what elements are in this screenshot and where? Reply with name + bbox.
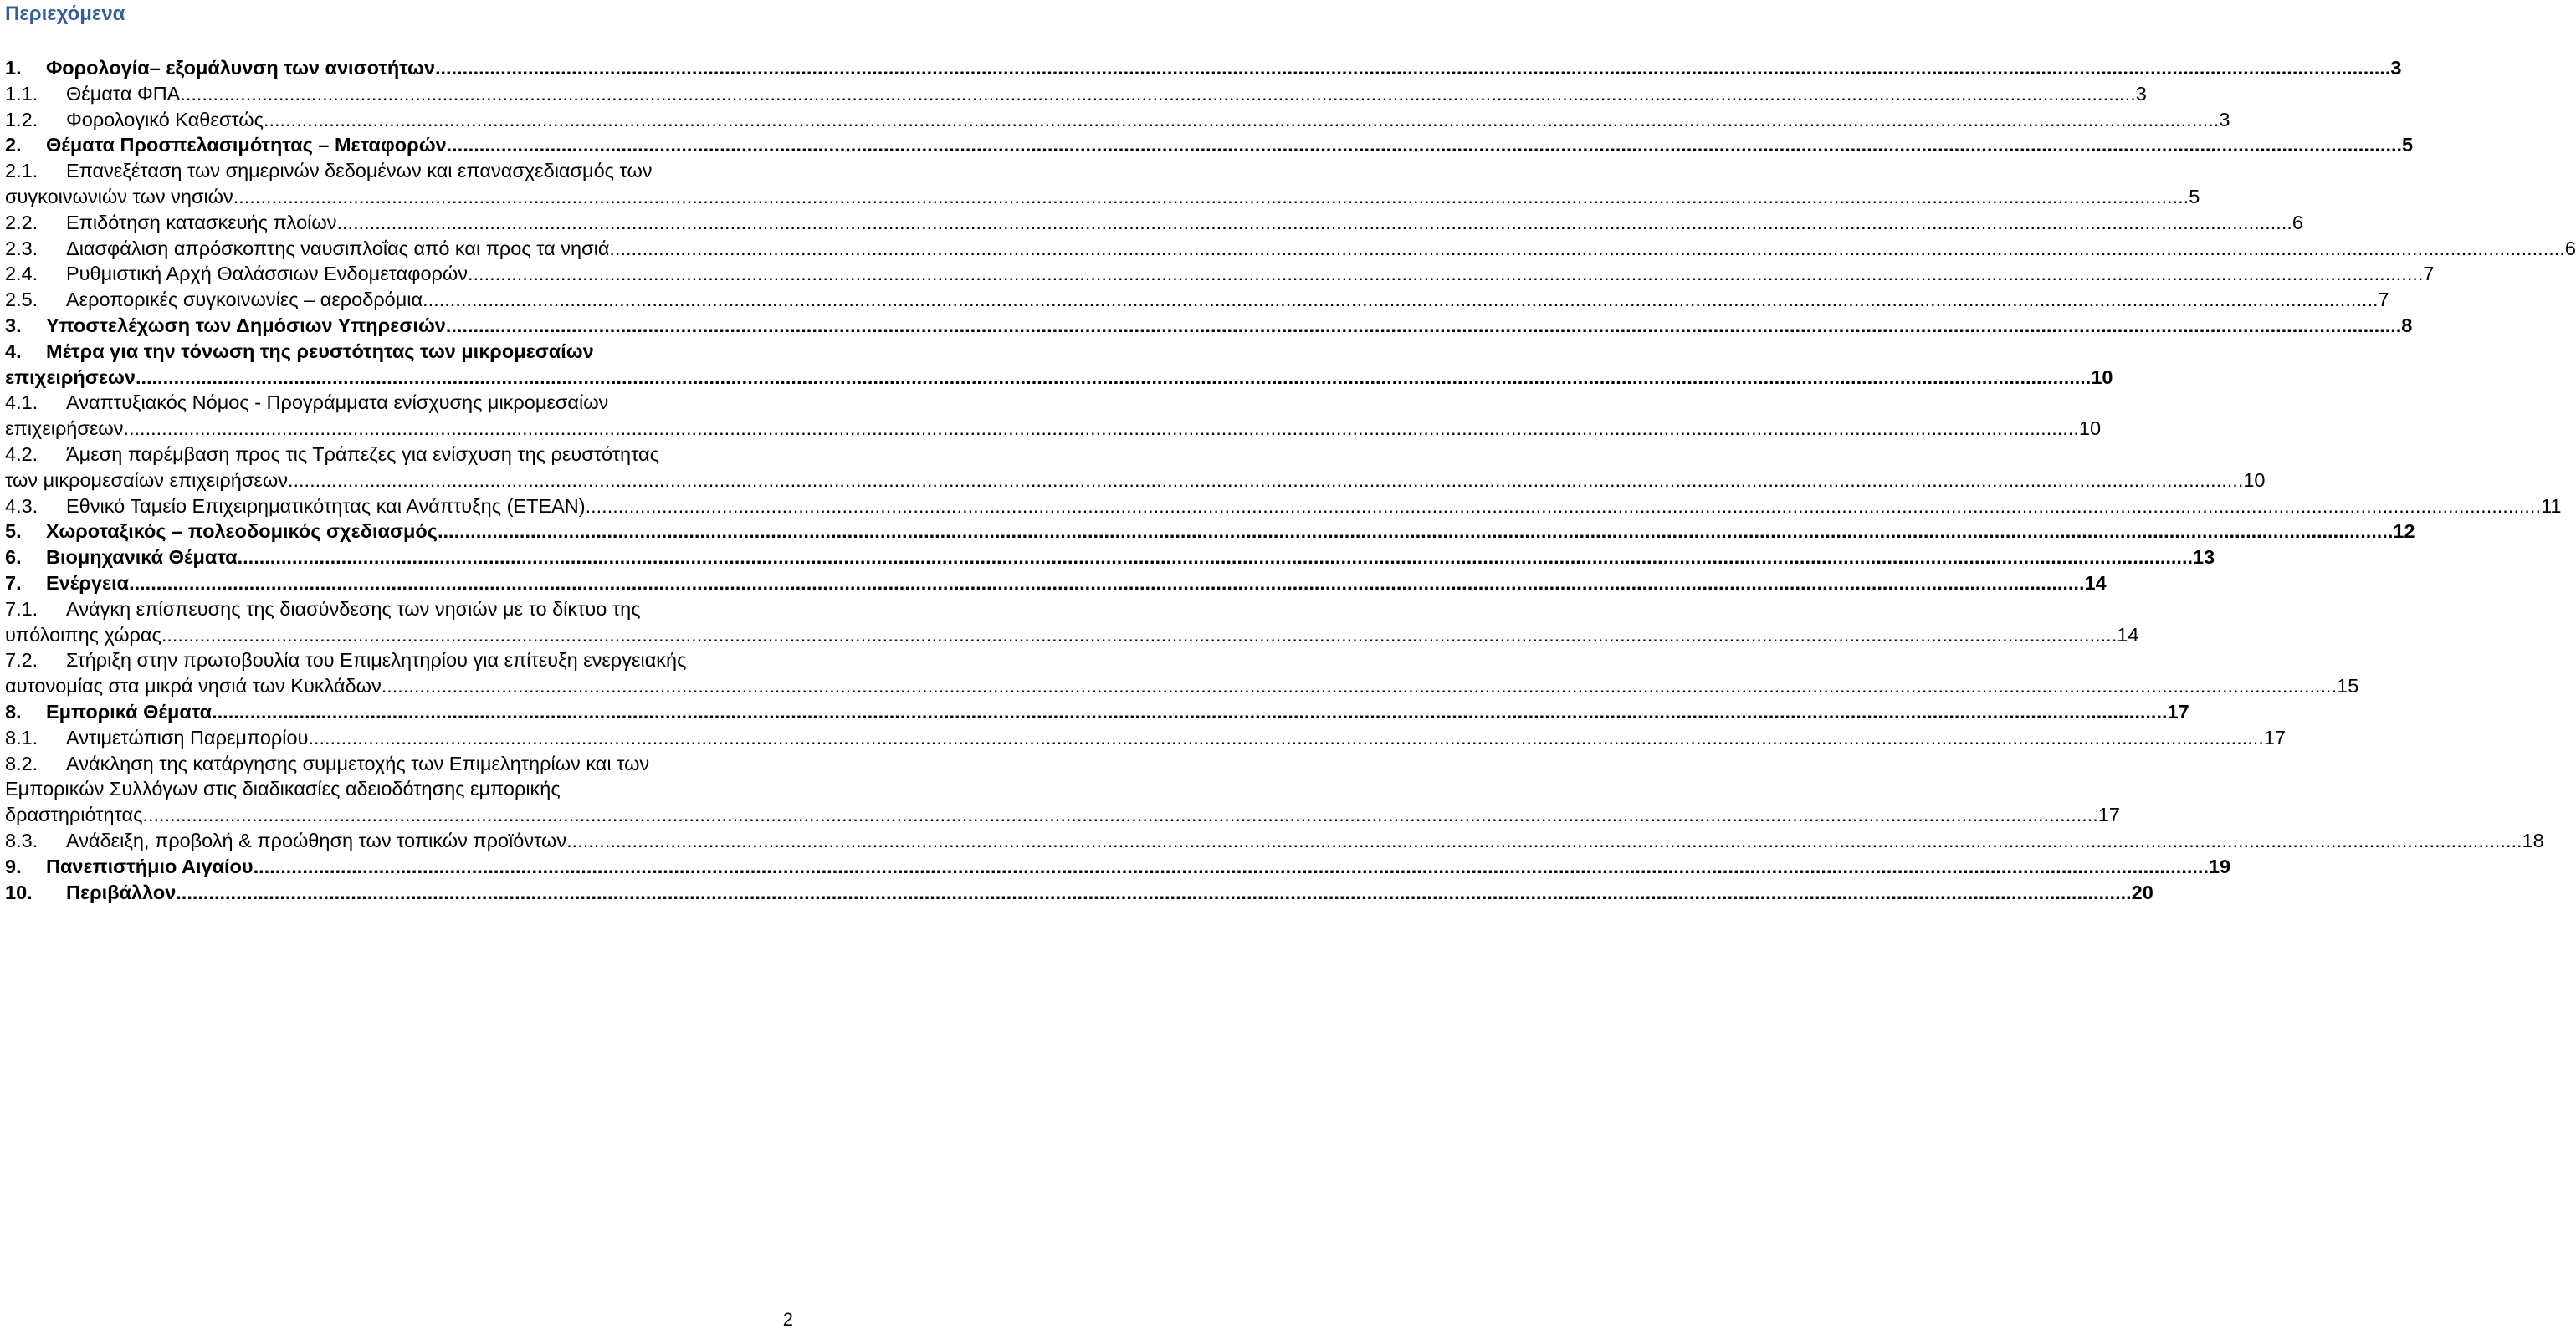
toc-entry-number: 3.	[5, 314, 22, 336]
toc-entry-title: Φορολογικό Καθεστώς	[66, 108, 264, 130]
toc-entry-title: Ανάδειξη, προβολή & προώθηση των τοπικών προϊόντων	[66, 829, 567, 851]
toc-entry-number: 9.	[5, 855, 22, 877]
toc-entry-line	[5, 828, 2544, 854]
toc-entry-line	[5, 158, 787, 184]
toc-entry-line	[5, 210, 2303, 236]
dot-leader	[264, 107, 2219, 133]
dot-leader	[438, 519, 2393, 544]
toc-entry-page: 6	[2292, 211, 2303, 233]
toc-entry-line	[5, 184, 2200, 210]
toc-entry-line	[5, 493, 2562, 519]
toc-entry-number: 1.	[5, 57, 22, 79]
toc-entry-title: Διασφάλιση απρόσκοπτης ναυσιπλοΐας από και προς τα νησιά	[66, 237, 610, 259]
dot-leader	[254, 854, 2209, 880]
toc-entry[interactable]	[5, 236, 2576, 262]
toc-entry-title: Θέματα ΦΠΑ	[66, 82, 181, 105]
toc-entry-number: 4.2.	[5, 442, 38, 465]
toc-entry-title: αυτονομίας στα μικρά νησιά των Κυκλάδων	[5, 675, 382, 698]
toc-entry-line	[5, 880, 2153, 906]
toc-entry[interactable]	[5, 596, 2139, 648]
toc-entry-number: 8.2.	[5, 752, 38, 774]
toc-entry-title: Υποστελέχωση των Δημόσιων Υπηρεσιών	[46, 314, 446, 336]
toc-entry-page: 18	[2522, 829, 2544, 851]
toc-entry-title: δραστηριότητας	[5, 804, 143, 826]
toc-entry-page: 7	[2378, 289, 2389, 311]
toc-entry-number: 8.3.	[5, 829, 38, 851]
toc-entry-number: 2.2.	[5, 211, 38, 233]
toc-entry-title: των μικρομεσαίων επιχειρήσεων	[5, 468, 288, 491]
toc-entry-title: επιχειρήσεων	[5, 365, 136, 388]
toc-heading: Περιεχόμενα	[5, 3, 125, 25]
toc-entry[interactable]	[5, 570, 2107, 596]
toc-entry-title: Μέτρα για την τόνωση της ρευστότητας των μικρομεσαίων	[46, 340, 594, 362]
toc-entry[interactable]	[5, 442, 2266, 493]
toc-entry-number: 6.	[5, 546, 22, 569]
toc-entry-page: 6	[2564, 237, 2576, 259]
toc-entry-title: Αντιμετώπιση Παρεμπορίου	[66, 726, 309, 749]
toc-entry-title: Βιομηχανικά Θέματα	[46, 546, 238, 569]
dot-leader	[129, 570, 2084, 596]
toc-entry[interactable]	[5, 261, 2435, 287]
toc-entry[interactable]	[5, 854, 2231, 880]
dot-leader	[233, 184, 2189, 210]
toc-entry[interactable]	[5, 132, 2414, 158]
dot-leader	[180, 81, 2135, 107]
dot-leader	[142, 802, 2097, 828]
toc-entry-line	[5, 287, 2389, 313]
toc-entry-line	[5, 55, 2402, 81]
toc-entry-title: Στήριξη στην πρωτοβουλία του Επιμελητηρίου για επίτευξη ενεργειακής	[66, 649, 687, 672]
toc-entry-line	[5, 261, 2435, 287]
toc-entry-number: 7.	[5, 571, 22, 594]
toc-entry[interactable]	[5, 519, 2415, 544]
toc-entry-line	[5, 544, 2215, 570]
toc-entry-title: Θέματα Προσπελασιμότητας – Μεταφορών	[46, 134, 447, 156]
toc-entry-number: 7.2.	[5, 649, 38, 672]
toc-entry-page: 12	[2393, 520, 2415, 543]
toc-entry-title: Πανεπιστήμιο Αιγαίου	[46, 855, 254, 877]
toc-entry-line	[5, 776, 787, 802]
toc-entry[interactable]	[5, 107, 2230, 133]
page-number: 2	[782, 1309, 793, 1330]
toc-entry-page: 5	[2189, 185, 2200, 207]
dot-leader	[176, 880, 2131, 906]
dot-leader	[609, 236, 2564, 262]
toc-entry[interactable]	[5, 81, 2147, 107]
dot-leader	[212, 699, 2167, 725]
toc-entry-line	[5, 622, 2139, 648]
toc-entry-page: 10	[2243, 468, 2266, 491]
toc-entry[interactable]	[5, 158, 2200, 210]
toc-entry-line	[5, 854, 2231, 880]
toc-entry-line	[5, 390, 787, 416]
dot-leader	[136, 365, 2091, 391]
toc-entry-line	[5, 570, 2107, 596]
toc-entry-page: 11	[2541, 494, 2562, 517]
toc-entry-title: Ανάκληση της κατάργησης συμμετοχής των Επιμελητηρίων και των	[66, 752, 650, 774]
toc-entry-title: Άμεση παρέμβαση προς τις Τράπεζες για ενίσχυση της ρευστότητας	[66, 442, 659, 465]
toc-entry-title: Εμπορικά Θέματα	[46, 700, 213, 723]
toc-entry-page: 8	[2401, 314, 2413, 336]
toc-entry-title: Αναπτυξιακός Νόμος - Προγράμματα ενίσχυσης μικρομεσαίων	[66, 391, 609, 414]
dot-leader	[238, 544, 2193, 570]
toc-entry-line	[5, 339, 787, 365]
toc-entry-number: 8.	[5, 700, 22, 723]
toc-entry-page: 13	[2193, 546, 2215, 569]
toc-entry-title: Χωροταξικός – πολεοδομικός σχεδιασμός	[46, 520, 438, 543]
toc-entry-number: 2.4.	[5, 263, 38, 285]
toc-entry-line	[5, 365, 2113, 391]
toc-entry-number: 2.3.	[5, 237, 38, 259]
toc-entry[interactable]	[5, 339, 2113, 391]
toc-entry-line	[5, 725, 2286, 751]
toc-entry-number: 1.1.	[5, 82, 38, 105]
toc-entry[interactable]	[5, 55, 2402, 81]
toc-entry-page: 15	[2337, 675, 2359, 698]
toc-entry[interactable]	[5, 287, 2389, 313]
toc-entry-number: 4.3.	[5, 494, 38, 517]
toc-entry-number: 4.	[5, 340, 22, 362]
toc-entry-title: Ενέργεια	[46, 571, 130, 594]
toc-entry-line	[5, 519, 2415, 544]
toc-entry-number: 2.	[5, 134, 22, 156]
dot-leader	[382, 673, 2337, 699]
toc-entry-number: 7.1.	[5, 597, 38, 620]
toc-entry-line	[5, 313, 2413, 339]
toc-entry-page: 14	[2084, 571, 2107, 594]
toc-entry-number: 5.	[5, 520, 22, 543]
toc-entry[interactable]	[5, 647, 2359, 699]
toc-entry-title: Εθνικό Ταμείο Επιχειρηματικότητας και Ανάπτυξης (ΕΤΕΑΝ)	[66, 494, 586, 517]
toc-entry-page: 17	[2167, 700, 2189, 723]
toc-entry-number: 4.1.	[5, 391, 38, 414]
toc-entry[interactable]	[5, 544, 2215, 570]
toc-entry-title: Φορολογία– εξομάλυνση των ανισοτήτων	[46, 57, 435, 79]
toc-entry-line	[5, 647, 787, 673]
toc-entry-line	[5, 596, 787, 622]
dot-leader	[566, 828, 2522, 854]
toc-entry-number: 10.	[5, 881, 33, 903]
toc-entry-title: Επανεξέταση των σημερινών δεδομένων και επανασχεδιασμός των	[66, 160, 653, 182]
dot-leader	[447, 132, 2402, 158]
toc-entry-number: 2.5.	[5, 289, 38, 311]
toc-entry[interactable]	[5, 313, 2413, 339]
dot-leader	[468, 261, 2423, 287]
toc-entry-page: 3	[2390, 57, 2402, 79]
toc-entry-page: 14	[2117, 623, 2139, 646]
toc-entry-page: 19	[2208, 855, 2231, 877]
toc-entry-page: 10	[2091, 365, 2113, 388]
toc-entry[interactable]	[5, 390, 2102, 442]
toc-entry-page: 17	[2263, 726, 2286, 749]
toc-entry-line	[5, 673, 2359, 699]
toc-entry[interactable]	[5, 699, 2189, 725]
toc-entry-line	[5, 107, 2230, 133]
toc-entry-line	[5, 236, 2576, 262]
toc-entry-line	[5, 468, 2266, 493]
toc-entry-line	[5, 416, 2102, 442]
toc-entry-line	[5, 802, 2120, 828]
dot-leader	[161, 622, 2117, 648]
dot-leader	[288, 468, 2243, 493]
toc-entry[interactable]	[5, 828, 2544, 854]
toc-entry-page: 7	[2423, 263, 2435, 285]
toc-entry-line	[5, 699, 2189, 725]
dot-leader	[423, 287, 2378, 313]
toc-entry-title: Ρυθμιστική Αρχή Θαλάσσιων Ενδομεταφορών	[66, 263, 468, 285]
toc-entry-title: Επιδότηση κατασκευής πλοίων	[66, 211, 337, 233]
dot-leader	[446, 313, 2401, 339]
toc-entry[interactable]	[5, 751, 2120, 828]
toc-entry-page: 10	[2078, 417, 2102, 440]
toc-entry-line	[5, 751, 787, 777]
dot-leader	[308, 725, 2263, 751]
dot-leader	[336, 210, 2292, 236]
toc-entry-number: 1.2.	[5, 108, 38, 130]
toc-entry-title: Εμπορικών Συλλόγων στις διαδικασίες αδειοδότησης εμπορικής	[5, 778, 561, 800]
toc-entry-line	[5, 132, 2414, 158]
dot-leader	[123, 416, 2078, 442]
toc-entry-line	[5, 442, 787, 468]
toc-entry-title: Ανάγκη επίσπευσης της διασύνδεσης των νησιών με το δίκτυο της	[66, 597, 641, 620]
toc-entry[interactable]	[5, 210, 2303, 236]
toc-entry-title: Αεροπορικές συγκοινωνίες – αεροδρόμια	[66, 289, 423, 311]
table-of-contents	[5, 55, 2576, 905]
toc-entry-title: επιχειρήσεων	[5, 417, 124, 440]
toc-entry-page: 17	[2097, 804, 2120, 826]
toc-entry-line	[5, 81, 2147, 107]
toc-entry-page: 5	[2402, 134, 2414, 156]
dot-leader	[586, 493, 2541, 519]
toc-entry[interactable]	[5, 493, 2562, 519]
toc-entry-page: 20	[2131, 881, 2153, 903]
dot-leader	[435, 55, 2390, 81]
toc-entry-title: Περιβάλλον	[66, 881, 177, 903]
toc-entry[interactable]	[5, 880, 2153, 906]
toc-entry-title: συγκοινωνιών των νησιών	[5, 185, 233, 207]
toc-entry-number: 8.1.	[5, 726, 38, 749]
toc-entry-page: 3	[2135, 82, 2147, 105]
toc-entry-title: υπόλοιπης χώρας	[5, 623, 161, 646]
toc-entry-page: 3	[2219, 108, 2230, 130]
toc-entry-number: 2.1.	[5, 160, 38, 182]
toc-entry[interactable]	[5, 725, 2286, 751]
